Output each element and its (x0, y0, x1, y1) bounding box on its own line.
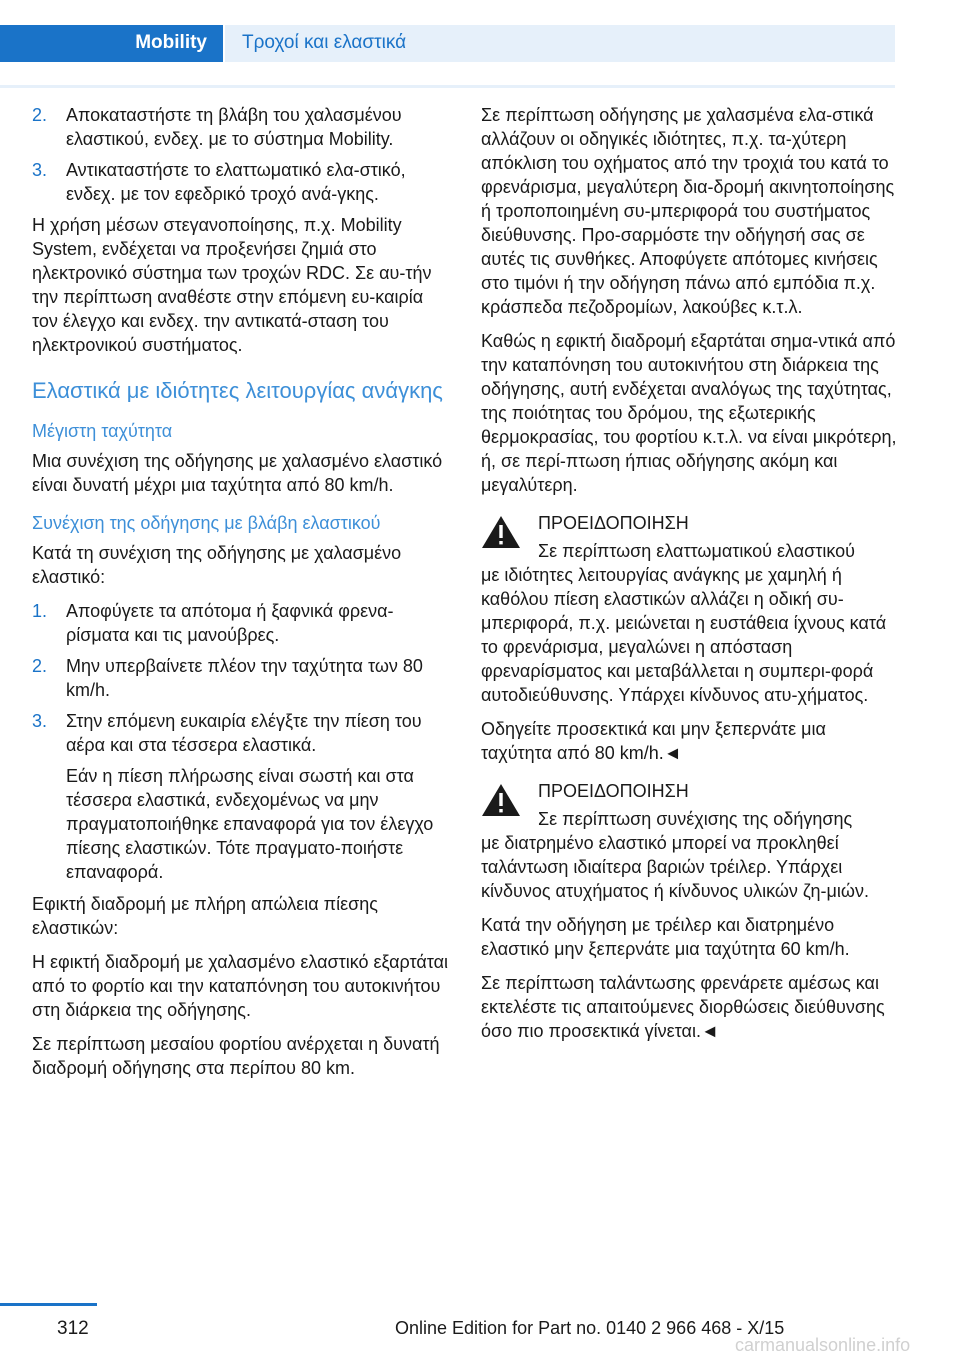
page-header (0, 25, 895, 62)
list-number: 3. (32, 711, 48, 731)
section-tab (0, 25, 223, 62)
list-number: 2. (32, 105, 48, 125)
section-title: Mobility (135, 32, 207, 53)
warning-title: ΠΡΟΕΙΔΟΠΟΙΗΣΗ (538, 781, 689, 801)
footer-rule (0, 1303, 97, 1306)
list-item (32, 158, 452, 206)
warning-text: με διατρημένο ελαστικό μπορεί να προκληθεί ταλάντωση ιδιαίτερα βαριών τρέιλερ. Υπάρχει κίνδυνος ατυχήματος ή κίνδυνος υλικών ζη-μιών. (481, 833, 869, 901)
list-item-note: Εάν η πίεση πλήρωσης είναι σωστή και στα τέσσερα ελαστικά, ενδεχομένως να μην πραγματοποιήθηκε επαναφορά για τον έλεγχο πίεσης ελαστικών. Τότε πραγματο-ποιήστε επαναφορά. (66, 766, 434, 882)
warning-triangle-icon (481, 783, 521, 817)
list-item (32, 103, 452, 151)
warning-box (481, 511, 901, 765)
list-item (32, 709, 452, 757)
list-text: Στην επόμενη ευκαιρία ελέγξτε την πίεση του αέρα και στα τέσσερα ελαστικά. (66, 711, 422, 755)
warning-text: με ιδιότητες λειτουργίας ανάγκης με χαμηλή ή καθόλου πίεση ελαστικών αλλάζει η οδική συ-μπεριφορά, π.χ. μειώνεται η ευστάθεια ίχνους κατά το φρενάρισμα, μεγαλώνει η απόσταση φρεναρίσματος και μεταβάλλεται η συμπερι-φορά αυτοδιεύθυνσης. Υπάρχει κίνδυνος ατυ-χήματος. (481, 565, 887, 705)
list-text: Αποφύγετε τα απότομα ή ξαφνικά φρενα-ρίσματα και τις μανούβρες. (66, 601, 394, 645)
edition-text: Online Edition for Part no. 0140 2 966 468 - X/15 (395, 1318, 785, 1338)
paragraph-range-depends: Καθώς η εφικτή διαδρομή εξαρτάται σημα-ντικά από την καταπόνηση του αυτοκινήτου στη διάρκεια της οδήγησης, αυτή ενδέχεται αναλόγως της ταχύτητας, της ποιότητας του δρόμου, της εξωτερικής θερμοκρασίας, του φορτίου κ.τ.λ. να είναι μικρότερη, ή, σε περί-πτωση ήπιας οδήγησης ακόμη και μεγαλύτερη. (481, 331, 897, 495)
left-column (32, 103, 452, 1090)
list-number: 2. (32, 656, 48, 676)
warning-first-line: Σε περίπτωση συνέχισης της οδήγησης (538, 809, 853, 829)
paragraph-handling: Σε περίπτωση οδήγησης με χαλασμένα ελα-στικά αλλάζουν οι οδηγικές ιδιότητες, π.χ. τα-χύτερη απόκλιση του οχήματος από την τροχιά του κατά το φρενάρισμα, μεγαλύτερη δια-δρομή ακινητοποίησης ή τροποποιημένη συ-μπεριφορά του συστήματος διεύθυνσης. Προ-σαρμόστε την οδήγησή σας σε αυτές τις συνθήκες. Αποφύγετε απότομες κινήσεις στο τιμόνι ή την οδήγηση πάνω από εμπόδια π.χ. κράσπεδα πεζοδρομίων, λακούβες κ.τ.λ. (481, 105, 895, 317)
list-item (32, 599, 452, 647)
warning-advice: Κατά την οδήγηση με τρέιλερ και διατρημένο ελαστικό μην ξεπερνάτε μια ταχύτητα 60 km/h. (481, 915, 850, 959)
paragraph-range-title: Εφικτή διαδρομή με πλήρη απώλεια πίεσης ελαστικών: (32, 894, 378, 938)
subsection-tab (225, 25, 895, 62)
list-text: Μην υπερβαίνετε πλέον την ταχύτητα των 80 km/h. (66, 656, 423, 700)
warning-advice: Σε περίπτωση ταλάντωσης φρενάρετε αμέσως και εκτελέστε τις απαιτούμενες διορθώσεις διεύθυνσης όσο πιο προσεκτικά γίνεται.◄ (481, 973, 885, 1041)
right-column (481, 103, 901, 1053)
subheading-max-speed: Μέγιστη ταχύτητα (32, 421, 173, 441)
warning-title: ΠΡΟΕΙΔΟΠΟΙΗΣΗ (538, 513, 689, 533)
header-rule (0, 85, 895, 88)
warning-first-line: Σε περίπτωση ελαττωματικού ελαστικού (538, 541, 855, 561)
warning-triangle-icon (481, 515, 521, 549)
paragraph-range: Η εφικτή διαδρομή με χαλασμένο ελαστικό εξαρτάται από το φορτίο και την καταπόνηση του αυτοκινήτου στη διάρκεια της οδήγησης. (32, 952, 448, 1020)
watermark: carmanualsonline.info (735, 1335, 911, 1355)
section-heading: Ελαστικά με ιδιότητες λειτουργίας ανάγκης (32, 378, 443, 403)
warning-advice: Οδηγείτε προσεκτικά και μην ξεπερνάτε μια ταχύτητα από 80 km/h.◄ (481, 719, 826, 763)
list-text: Αντικαταστήστε το ελαττωματικό ελα-στικό, ενδεχ. με τον εφεδρικό τροχό ανά-γκης. (66, 160, 406, 204)
list-number: 1. (32, 601, 48, 621)
paragraph-load: Σε περίπτωση μεσαίου φορτίου ανέρχεται η δυνατή διαδρομή οδήγησης στα περίπου 80 km. (32, 1034, 440, 1078)
list-number: 3. (32, 160, 48, 180)
subheading-continue-driving: Συνέχιση της οδήγησης με βλάβη ελαστικού (32, 513, 381, 533)
paragraph-continue-driving: Κατά τη συνέχιση της οδήγησης με χαλασμένο ελαστικό: (32, 543, 402, 587)
page-number: 312 (57, 1318, 89, 1339)
list-text: Αποκαταστήστε τη βλάβη του χαλασμένου ελαστικού, ενδεχ. με το σύστημα Mobility. (66, 105, 402, 149)
paragraph-rdc: Η χρήση μέσων στεγανοποίησης, π.χ. Mobility System, ενδέχεται να προξενήσει ζημιά στο ηλεκτρονικό σύστημα των τροχών RDC. Σε αυ-τήν την περίπτωση αναθέστε στην επόμενη ευ-καιρία τον έλεγχο και ενδεχ. την αντικατά-σταση του ηλεκτρονικού συστήματος. (32, 215, 432, 355)
subsection-title: Τροχοί και ελαστικά (242, 32, 407, 53)
warning-box (481, 779, 901, 1043)
paragraph-max-speed: Μια συνέχιση της οδήγησης με χαλασμένο ελαστικό είναι δυνατή μέχρι μια ταχύτητα από 80 km/h. (32, 451, 443, 495)
list-item (32, 654, 452, 702)
